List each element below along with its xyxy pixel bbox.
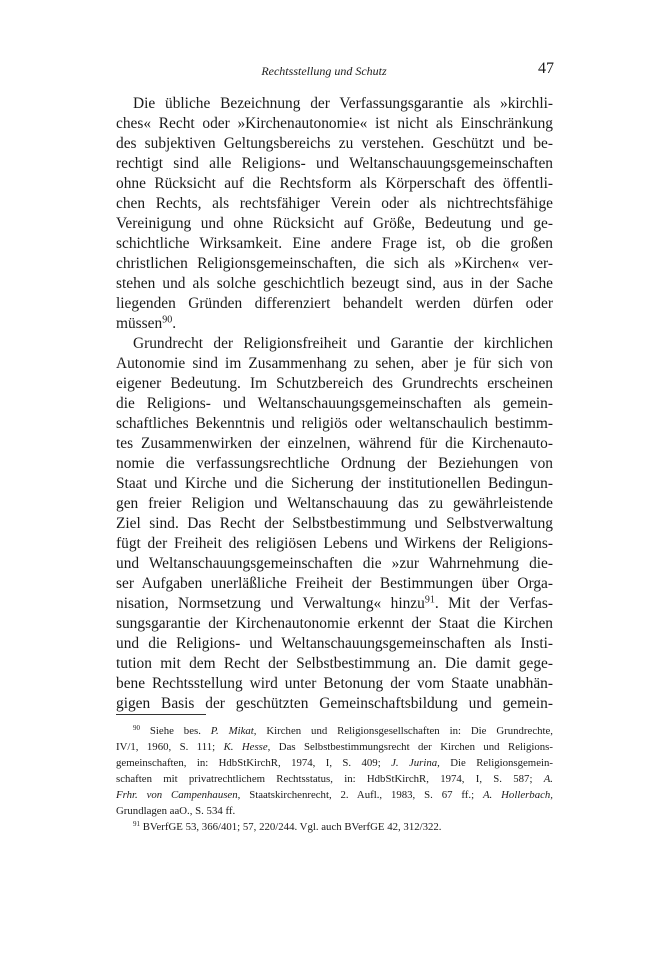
author-name: A. Hollerbach,	[482, 789, 553, 801]
text-line: schaftliches Bekenntnis und religiös oder weltanschaulich bestimm-	[116, 415, 553, 432]
text-line: tution mit dem Recht der Selbstbestimmung an. Die damit gege-	[116, 655, 553, 672]
footnote-line: Grundlagen aaO., S. 534 ff.	[116, 805, 236, 817]
text-fragment: . Mit der Verfas-	[434, 595, 554, 612]
text-line: Ziel sind. Das Recht der Selbstbestimmung und Selbstverwaltung	[116, 515, 553, 532]
text-line: ohne Rücksicht auf die Rechtsform als Körperschaft des öffentli-	[116, 175, 553, 192]
footnote-line	[116, 739, 553, 755]
text-line: des subjektiven Geltungsbereichs zu verstehen. Geschützt und be-	[116, 135, 553, 152]
text-line: rechtigt sind alle Religions- und Weltanschauungsgemeinschaften	[116, 155, 553, 172]
text-line: die Religions- und Weltanschauungsgemeinschaften als gemein-	[116, 395, 553, 412]
text-fragment: BVerfGE 53, 366/401; 57, 220/244. Vgl. auch BVerfGE 42, 312/322.	[142, 821, 442, 833]
text-line: Die übliche Bezeichnung der Verfassungsgarantie als »kirchli-	[133, 95, 553, 112]
text-fragment: müssen	[116, 315, 163, 332]
text-line: fügt der Freiheit des religiösen Lebens und Wirkens der Religions-	[116, 535, 553, 552]
text-line: ches« Recht oder »Kirchenautonomie« ist nicht als Einschränkung	[116, 115, 553, 132]
footnote-91	[133, 819, 553, 835]
author-name: K. Hesse,	[223, 741, 271, 753]
text-line: Grundrecht der Religionsfreiheit und Garantie der kirchlichen	[133, 335, 553, 352]
text-fragment: Staatskirchenrecht, 2. Aufl., 1983, S. 67 ff.;	[240, 789, 483, 801]
text-fragment: Kirchen und Religionsgesellschaften in: Die Grundrechte,	[256, 725, 553, 737]
text-fragment: nisation, Normsetzung und Verwaltung« hinzu	[116, 595, 425, 612]
text-line: und Weltanschauungsgemeinschaften die »zur Wahrnehmung die-	[116, 555, 553, 572]
text-line: und die Religions- und Weltanschauungsgemeinschaften als Insti-	[116, 635, 553, 652]
footnote-line	[116, 755, 553, 771]
text-fragment: IV/1, 1960, S. 111;	[116, 741, 224, 753]
text-line: schichtliche Wirksamkeit. Eine andere Frage ist, ob die großen	[116, 235, 553, 252]
author-name: P. Mikat,	[210, 725, 257, 737]
footnote-ref-90[interactable]: 90	[162, 314, 173, 326]
footnote-separator	[116, 714, 206, 715]
text-line: Staat und Kirche und die Sicherung der institutionellen Bedingun-	[116, 475, 553, 492]
footnote-ref-91[interactable]: 91	[424, 594, 435, 606]
text-line: gigen Basis der geschützten Gemeinschaftsbildung und gemein-	[116, 695, 553, 712]
text-line: Autonomie sind im Zusammenhang zu sehen, aber je für sich von	[116, 355, 553, 372]
footnote-line	[116, 787, 553, 803]
page-number: 47	[538, 60, 554, 77]
text-fragment: schaften mit privatrechtlichem Rechtsstatus, in: HdbStKirchR, 1974, I, S. 587;	[116, 773, 544, 785]
text-line: Vereinigung und ohne Rücksicht auf Größe, Bedeutung und ge-	[116, 215, 553, 232]
text-fragment: gemeinschaften, in: HdbStKirchR, 1974, I, S. 409;	[116, 757, 392, 769]
text-line: gen freier Religion und Weltanschauung das zu gewährleistende	[116, 495, 553, 512]
footnote-mark: 90	[133, 724, 141, 733]
text-line: nomie die verfassungsrechtliche Ordnung der Beziehungen von	[116, 455, 553, 472]
running-head: Rechtsstellung und Schutz	[261, 64, 387, 78]
text-fragment: Das Selbstbestimmungsrecht der Kirchen und Religions-	[270, 741, 553, 753]
footnote-mark: 91	[133, 820, 141, 829]
text-line: christlichen Religionsgemeinschaften, die sich als »Kirchen« ver-	[116, 255, 553, 272]
author-name: Frhr. von Campenhausen,	[116, 789, 241, 801]
text-line: sungsgarantie der Kirchenautonomie erkennt der Staat die Kirchen	[116, 615, 553, 632]
footnote-90	[133, 723, 553, 739]
text-line: chen Rechts, als rechtsfähiger Verein oder als nichtrechtsfähige	[116, 195, 553, 212]
text-line: tes Zusammenwirken der einzelnen, während für die Kirchenauto-	[116, 435, 553, 452]
author-name: J. Jurina,	[391, 757, 440, 769]
text-line: ser Aufgaben unerläßliche Freiheit der Bestimmungen über Orga-	[116, 575, 553, 592]
text-line: bene Rechtsstellung wird unter Betonung der vom Staate unabhän-	[116, 675, 553, 692]
footnote-line	[116, 771, 553, 787]
text-fragment: Siehe bes.	[149, 725, 211, 737]
text-line: liegenden Gründen differenziert behandelt werden dürfen oder	[116, 295, 553, 312]
text-line: müssen$^{90}$.	[116, 314, 177, 332]
author-name: A.	[543, 773, 553, 785]
text-line: eigener Bedeutung. Im Schutzbereich des Grundrechts erscheinen	[116, 375, 553, 392]
text-fragment: Die Religionsgemein-	[439, 757, 553, 769]
text-line: stehen und als solche geschichtlich bezeugt sind, aus in der Sache	[116, 275, 553, 292]
text-line	[116, 594, 553, 614]
